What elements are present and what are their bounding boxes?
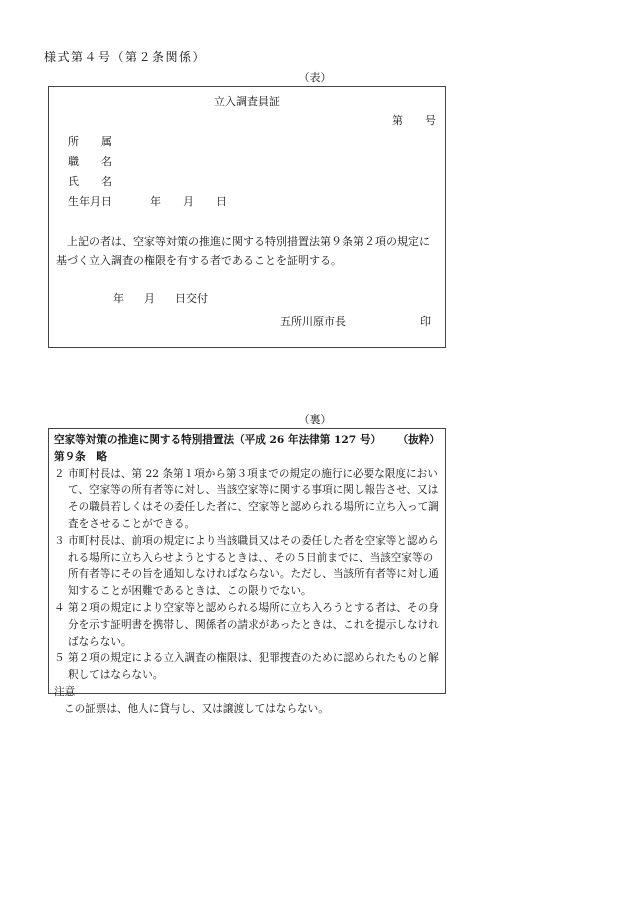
- paragraph-text: 市町村長は、第 22 条第１項から第３項までの規定の施行に必要な限度において、空家等の所有者等に対し、当該空家等に関する事項に関し報告させ、又はその職員若しくはその委任した者に、空家等と認められる場所に立ち入って調査をさせることができる。: [68, 467, 439, 530]
- seal-mark: 印: [420, 315, 431, 328]
- law-excerpt: （抜粋）: [397, 434, 440, 446]
- field-name: [68, 173, 112, 189]
- issue-month: 月: [144, 292, 155, 305]
- law-title-line: [54, 432, 440, 449]
- field-value: 年 月 日: [150, 195, 227, 208]
- field-label: 所 属: [68, 135, 112, 148]
- issue-date: [113, 290, 208, 306]
- law-paragraph: [54, 600, 440, 650]
- note-text: この証票は、他人に貸与し、又は譲渡してはならない。: [64, 702, 329, 715]
- paragraph-number: ４: [54, 601, 65, 614]
- law-paragraph: [54, 466, 440, 533]
- field-job-title: [68, 153, 112, 169]
- issue-day: 日交付: [175, 292, 208, 305]
- number-suffix: 号: [425, 114, 436, 127]
- note-heading: 注意: [54, 685, 76, 698]
- article-heading: 第９条 略: [54, 450, 107, 463]
- law-paragraph: [54, 650, 440, 684]
- paragraph-text: 市町村長は、前項の規定により当該職員又はその委任した者を空家等と認められる場所に立ち入らせようとするときは、、その５日前までに、当該空家等の所有者等にその旨を通知しなければならない。ただし、当該所有者等に対し通知することが困難であるときは、この限りでない。: [68, 534, 439, 598]
- number-prefix: 第: [392, 114, 403, 127]
- front-side-label: （表）: [298, 71, 332, 84]
- paragraph-number: ２: [54, 467, 65, 480]
- back-side-label: （裏）: [298, 413, 332, 426]
- certificate-front: [48, 86, 446, 348]
- issuer: 五所川原市長: [280, 315, 346, 328]
- paragraph-text: 第２項の規定により空家等と認められる場所に立ち入ろうとする者は、その身分を示す証明書を携帯し、関係者の請求があったときは、これを提示しなければならない。: [68, 601, 439, 648]
- certificate-number: [392, 112, 436, 128]
- field-label: 職 名: [68, 155, 112, 168]
- paragraph-number: ５: [54, 652, 65, 665]
- issue-year: 年: [113, 292, 124, 305]
- certificate-back: [48, 428, 446, 715]
- paragraph-number: ３: [54, 534, 65, 547]
- paragraph-text: 第２項の規定による立入調査の権限は、犯罪捜査のために認められたものと解釈してはならない。: [68, 652, 439, 682]
- field-label: 氏 名: [68, 175, 112, 188]
- law-paragraph: [54, 533, 440, 600]
- form-number: 様式第４号（第２条関係）: [44, 50, 207, 64]
- certification-text: 上記の者は、空家等対策の推進に関する特別措置法第９条第２項の規定に基づく立入調査の権限を有する者であることを証明する。: [56, 235, 430, 267]
- law-title: 空家等対策の推進に関する特別措置法（平成 26 年法律第 127 号）: [54, 434, 382, 446]
- certificate-title: 立入調査員証: [214, 95, 280, 108]
- field-label: 生年月日: [68, 195, 112, 208]
- field-birthdate: [68, 193, 227, 209]
- field-affiliation: [68, 133, 112, 149]
